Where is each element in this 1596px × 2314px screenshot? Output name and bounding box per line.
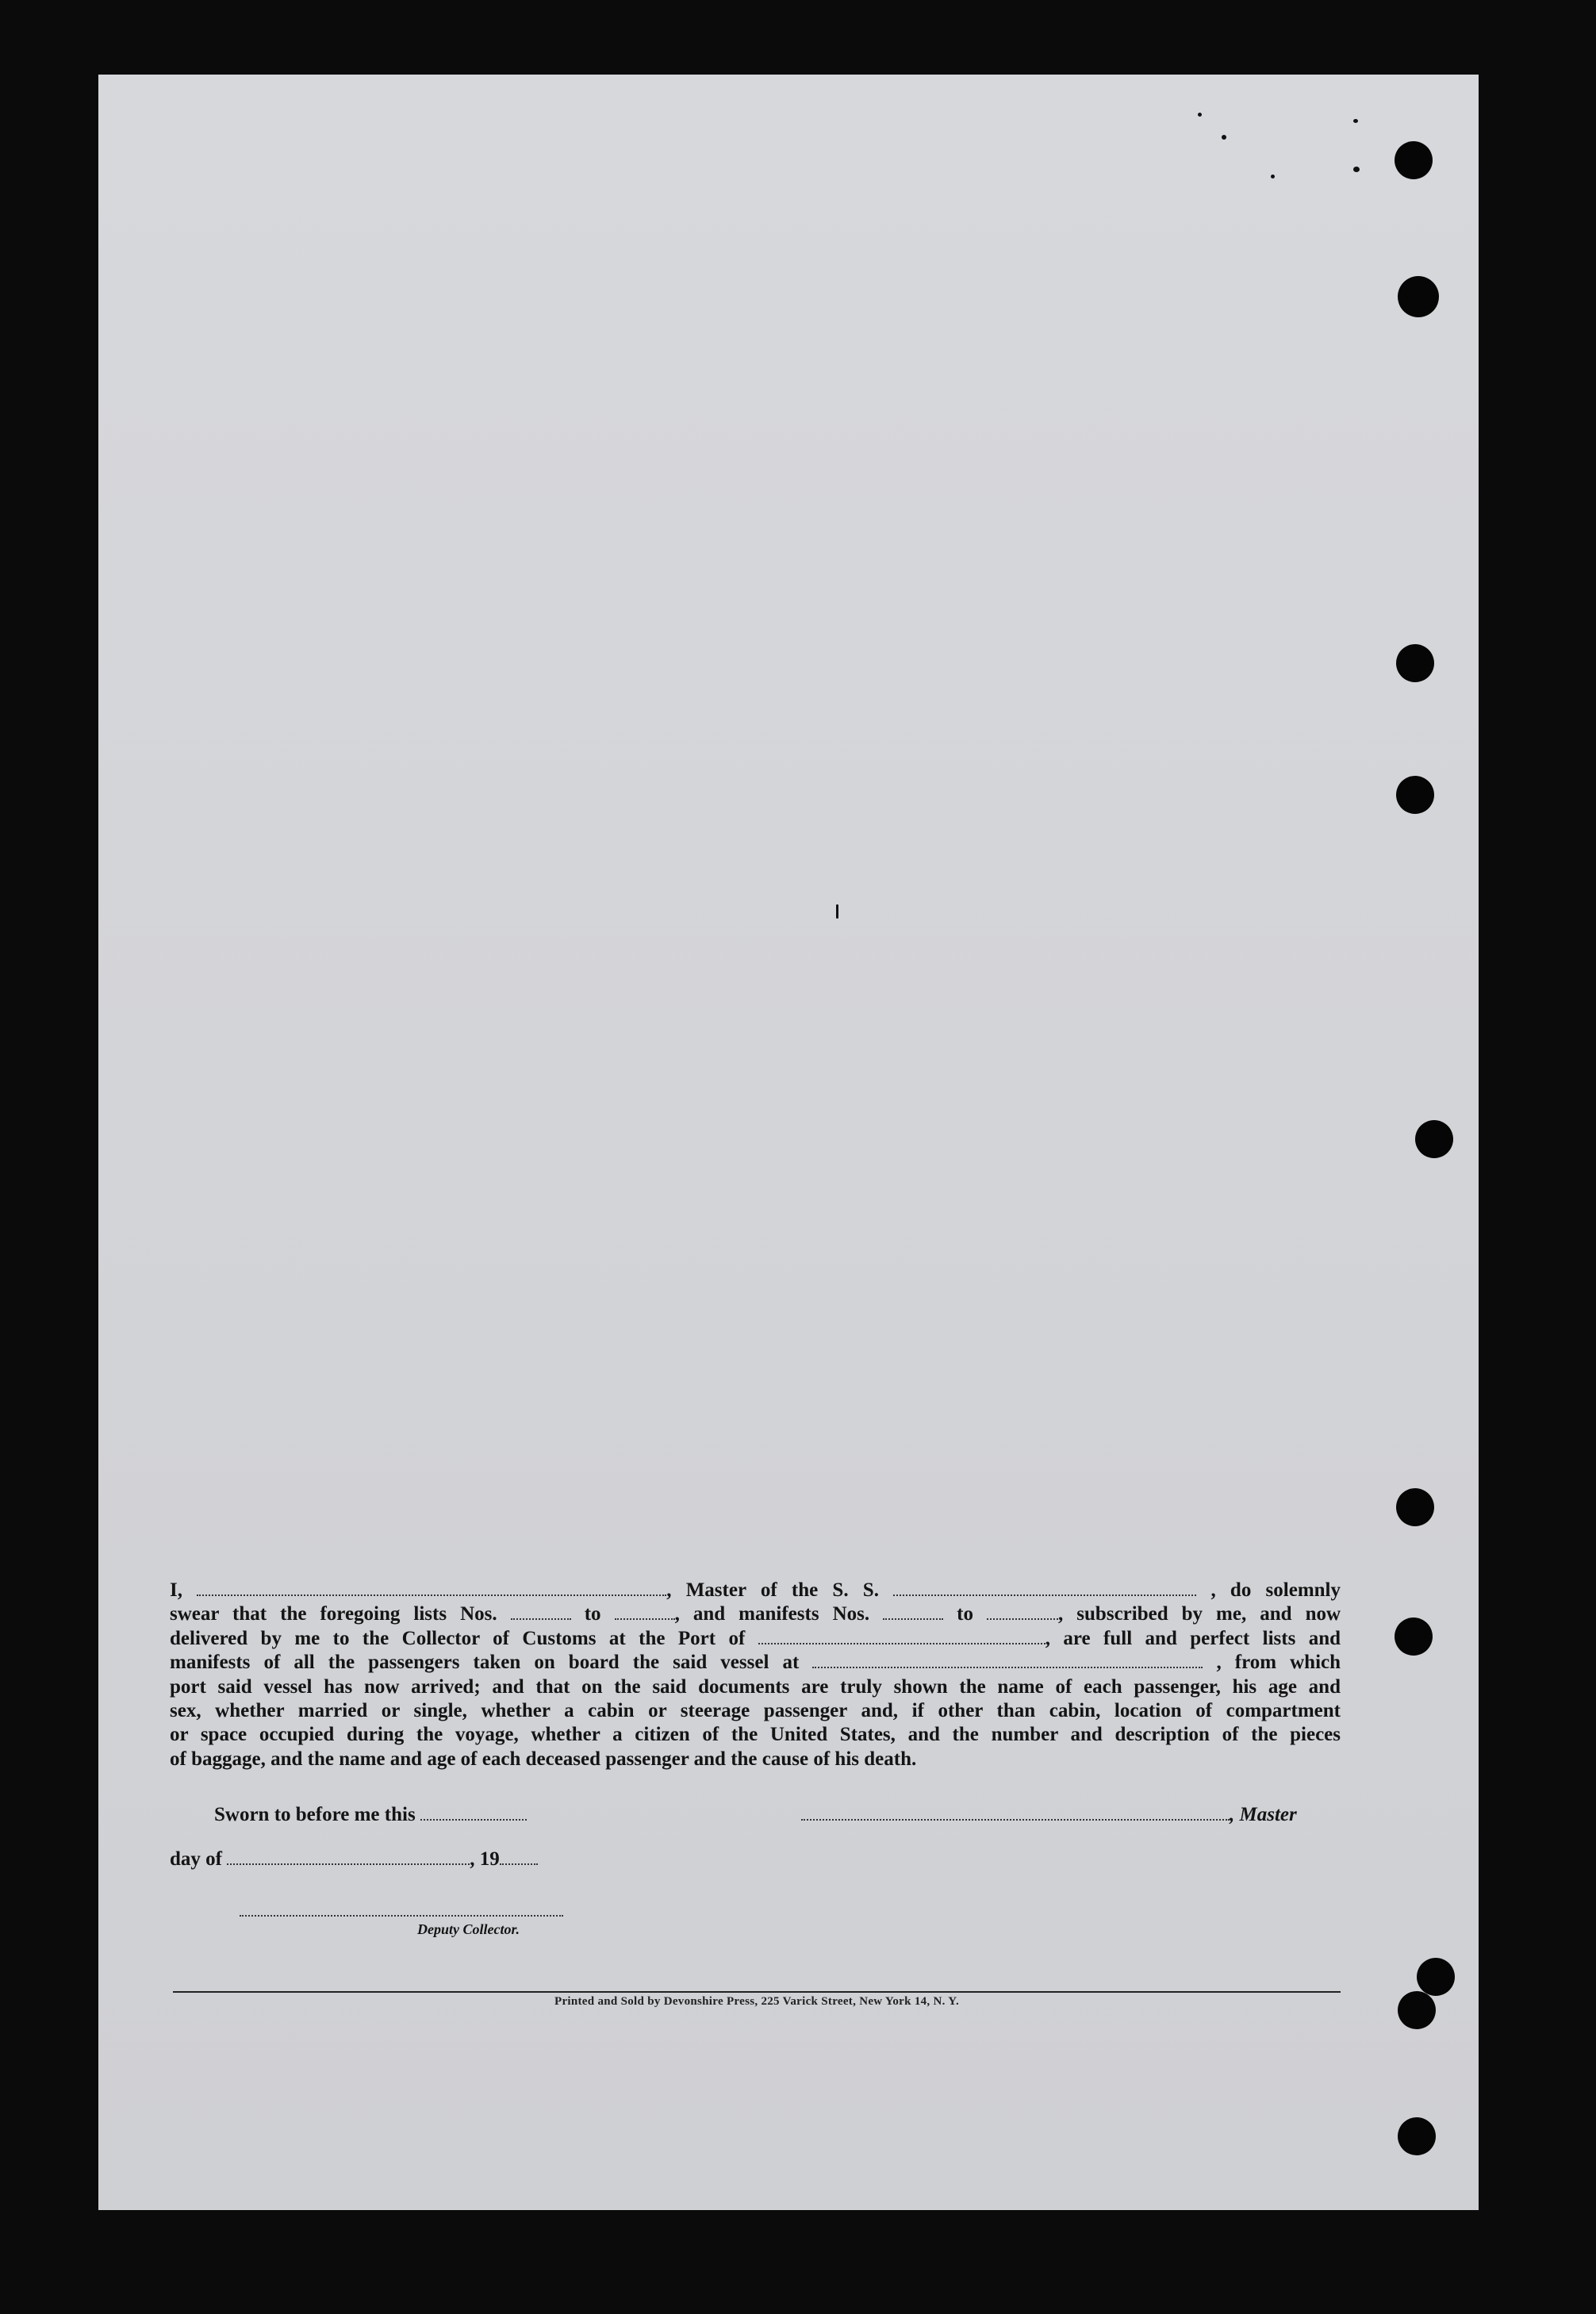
- punch-hole: [1395, 141, 1433, 179]
- footer-rule: [173, 1991, 1341, 1993]
- oath-line-1: I, , Master of the S. S. , do solemnly: [170, 1579, 1341, 1601]
- speck: [836, 904, 838, 919]
- document-sheet: [98, 75, 1479, 2210]
- oath-line-8: of baggage, and the name and age of each deceased passenger and the cause of his death.: [170, 1748, 917, 1770]
- oath-line-5: port said vessel has now arrived; and that on the said documents are truly shown the name of each passenger, his age and: [170, 1675, 1341, 1698]
- oath-line-7: or space occupied during the voyage, whether a citizen of the United States, and the number and description of the pieces: [170, 1724, 1341, 1746]
- punch-hole: [1396, 644, 1434, 682]
- punch-hole: [1417, 1958, 1455, 1996]
- oath-line-6: sex, whether married or single, whether a cabin or steerage passenger and, if other than cabin, location of compartment: [170, 1700, 1341, 1722]
- punch-hole: [1396, 776, 1434, 814]
- deputy-collector-label: Deputy Collector.: [417, 1921, 520, 1937]
- speck: [1222, 135, 1226, 140]
- oath-line-2: swear that the foregoing lists Nos. to , and manifests Nos. to , subscribed by me, and now: [170, 1603, 1341, 1625]
- punch-hole: [1398, 1991, 1436, 2029]
- punch-hole: [1415, 1120, 1453, 1158]
- speck: [1198, 113, 1202, 117]
- oath-line-4: manifests of all the passengers taken on board the said vessel at , from which: [170, 1652, 1341, 1674]
- master-signature-line: , Master: [801, 1803, 1297, 1826]
- deputy-collector-line: [240, 1899, 563, 1922]
- oath-text: [170, 1579, 1341, 1771]
- printer-imprint: Printed and Sold by Devonshire Press, 225 Varick Street, New York 14, N. Y.: [554, 1995, 960, 2008]
- punch-hole: [1398, 2117, 1436, 2155]
- day-of-line: day of , 19: [170, 1848, 538, 1871]
- speck: [1271, 175, 1275, 178]
- speck: [1353, 119, 1358, 123]
- punch-hole: [1395, 1617, 1433, 1656]
- oath-line-3: delivered by me to the Collector of Customs at the Port of , are full and perfect lists and: [170, 1627, 1341, 1649]
- punch-hole: [1398, 276, 1439, 317]
- speck: [1353, 167, 1360, 172]
- sworn-line: Sworn to before me this: [214, 1803, 527, 1826]
- punch-hole: [1396, 1488, 1434, 1526]
